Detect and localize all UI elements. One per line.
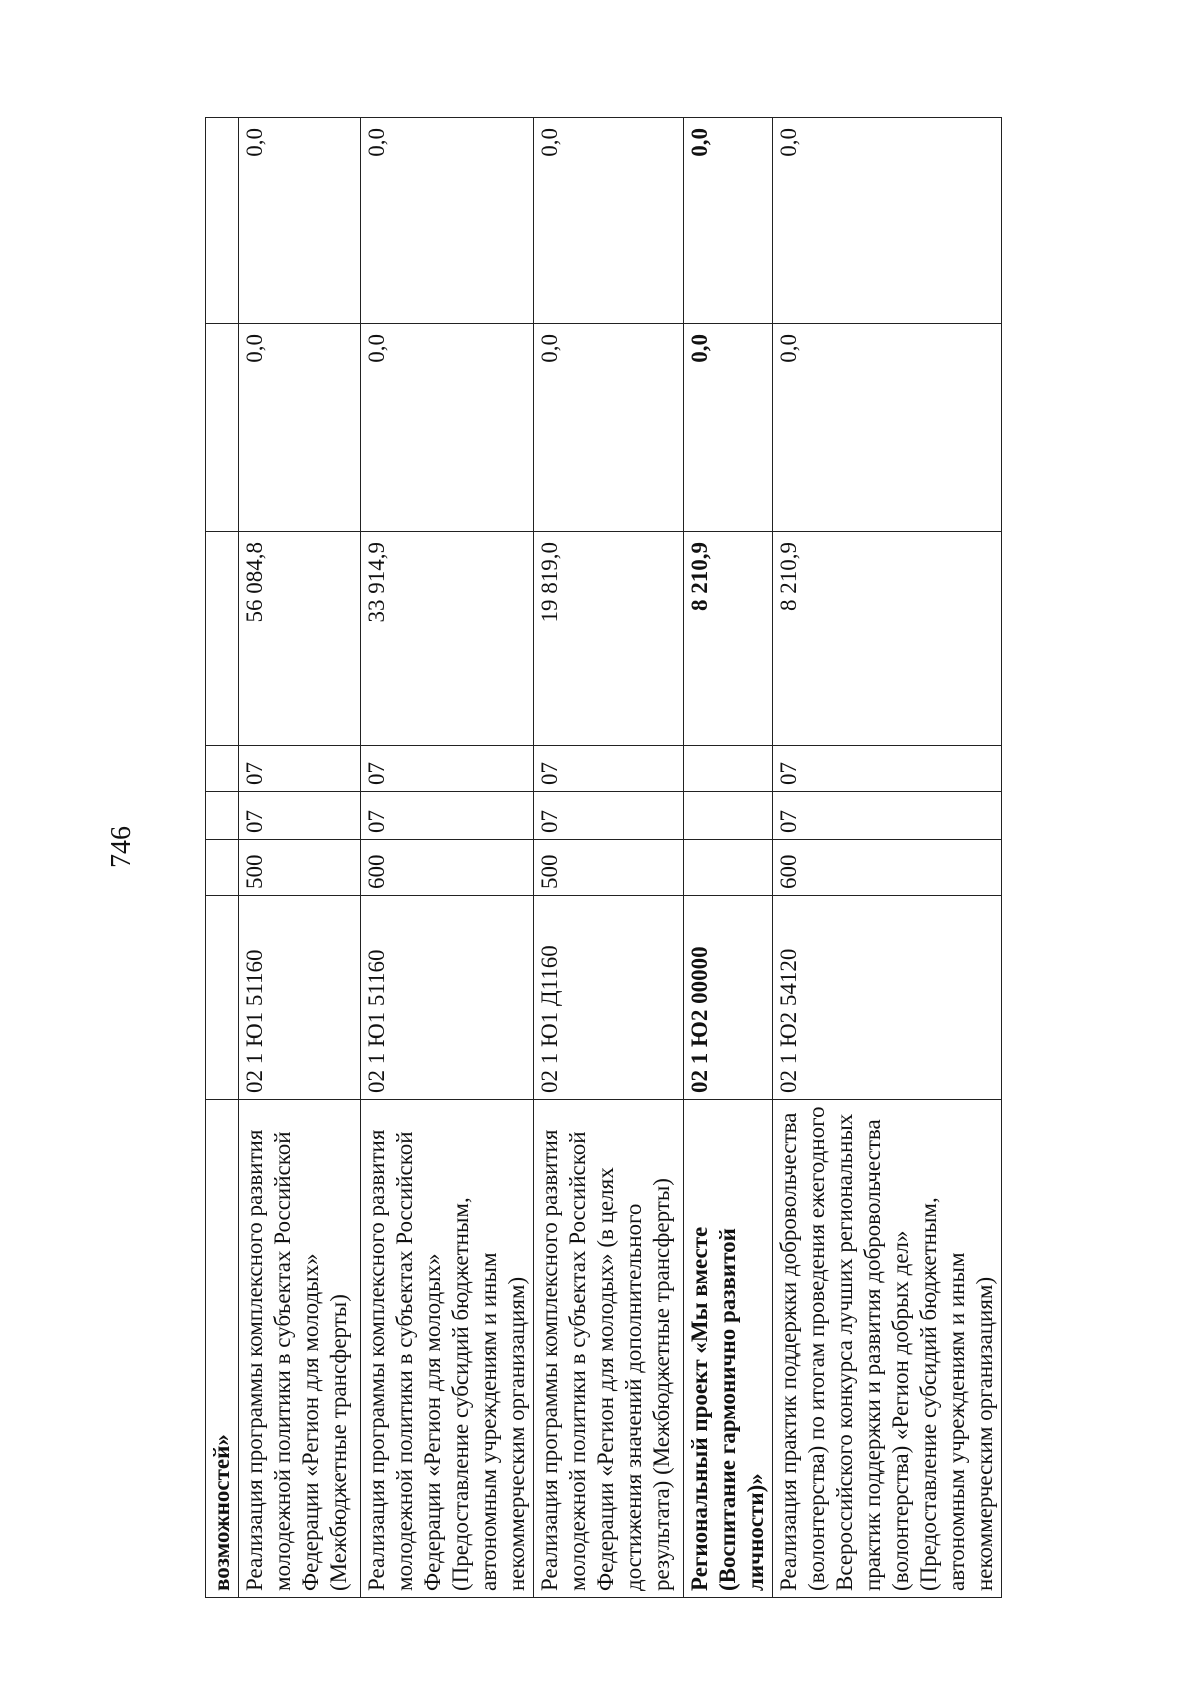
row-code: 02 1 Ю2 54120 <box>773 896 1002 1100</box>
row-name: возможностей» <box>206 1100 239 1598</box>
row-code: 02 1 Ю1 51160 <box>239 896 361 1100</box>
page-number: 746 <box>106 826 137 868</box>
row-sum3: 0,0 <box>684 118 773 324</box>
row-pr <box>206 746 239 792</box>
row-sum3: 0,0 <box>361 118 534 324</box>
row-name: Реализация программы комплексного развития молодежной политики в субъектах Российской Федерации «Регион для молодых» (в целях достижения значений дополнительного результата) (Межбюджетные трансферты) <box>534 1100 684 1598</box>
row-rz: 07 <box>773 792 1002 840</box>
row-rz: 07 <box>534 792 684 840</box>
row-vr: 500 <box>239 840 361 896</box>
table-row <box>206 118 239 1598</box>
row-sum2: 0,0 <box>534 324 684 532</box>
row-name: Региональный проект «Мы вместе (Воспитание гармонично развитой личности)» <box>684 1100 773 1598</box>
row-vr: 600 <box>361 840 534 896</box>
row-code: 02 1 Ю1 51160 <box>361 896 534 1100</box>
row-vr <box>206 840 239 896</box>
row-sum2: 0,0 <box>773 324 1002 532</box>
row-sum3: 0,0 <box>534 118 684 324</box>
row-pr: 07 <box>361 746 534 792</box>
row-sum1: 19 819,0 <box>534 532 684 746</box>
row-rz: 07 <box>361 792 534 840</box>
row-vr <box>684 840 773 896</box>
row-sum3: 0,0 <box>239 118 361 324</box>
row-sum1: 8 210,9 <box>773 532 1002 746</box>
row-name: Реализация практик поддержки добровольчества (волонтерства) по итогам проведения ежегодного Всероссийского конкурса лучших региональных практик поддержки и развития добровольчества (волонтерства) «Регион добрых дел» (Предоставление субсидий бюджетным, автономным учреждениям и иным некоммерческим организациям) <box>773 1100 1002 1598</box>
row-pr: 07 <box>534 746 684 792</box>
row-pr: 07 <box>773 746 1002 792</box>
row-name: Реализация программы комплексного развития молодежной политики в субъектах Российской Федерации «Регион для молодых» (Межбюджетные трансферты) <box>239 1100 361 1598</box>
table-row <box>773 118 1002 1598</box>
row-sum2: 0,0 <box>239 324 361 532</box>
row-name: Реализация программы комплексного развития молодежной политики в субъектах Российской Федерации «Регион для молодых» (Предоставление субсидий бюджетным, автономным учреждениям и иным некоммерческим организациям) <box>361 1100 534 1598</box>
row-sum2 <box>206 324 239 532</box>
row-rz <box>206 792 239 840</box>
table-row <box>684 118 773 1598</box>
row-vr: 500 <box>534 840 684 896</box>
table-row <box>361 118 534 1598</box>
row-pr <box>684 746 773 792</box>
row-code: 02 1 Ю2 00000 <box>684 896 773 1100</box>
row-code <box>206 896 239 1100</box>
row-sum3 <box>206 118 239 324</box>
row-sum1: 33 914,9 <box>361 532 534 746</box>
budget-table-rotated <box>205 118 1100 1598</box>
row-sum1: 56 084,8 <box>239 532 361 746</box>
row-code: 02 1 Ю1 Д1160 <box>534 896 684 1100</box>
table-row <box>239 118 361 1598</box>
budget-table <box>205 117 1002 1598</box>
row-sum1 <box>206 532 239 746</box>
row-pr: 07 <box>239 746 361 792</box>
table-row <box>534 118 684 1598</box>
row-sum2: 0,0 <box>684 324 773 532</box>
row-rz: 07 <box>239 792 361 840</box>
row-sum3: 0,0 <box>773 118 1002 324</box>
row-rz <box>684 792 773 840</box>
row-sum1: 8 210,9 <box>684 532 773 746</box>
row-vr: 600 <box>773 840 1002 896</box>
row-sum2: 0,0 <box>361 324 534 532</box>
